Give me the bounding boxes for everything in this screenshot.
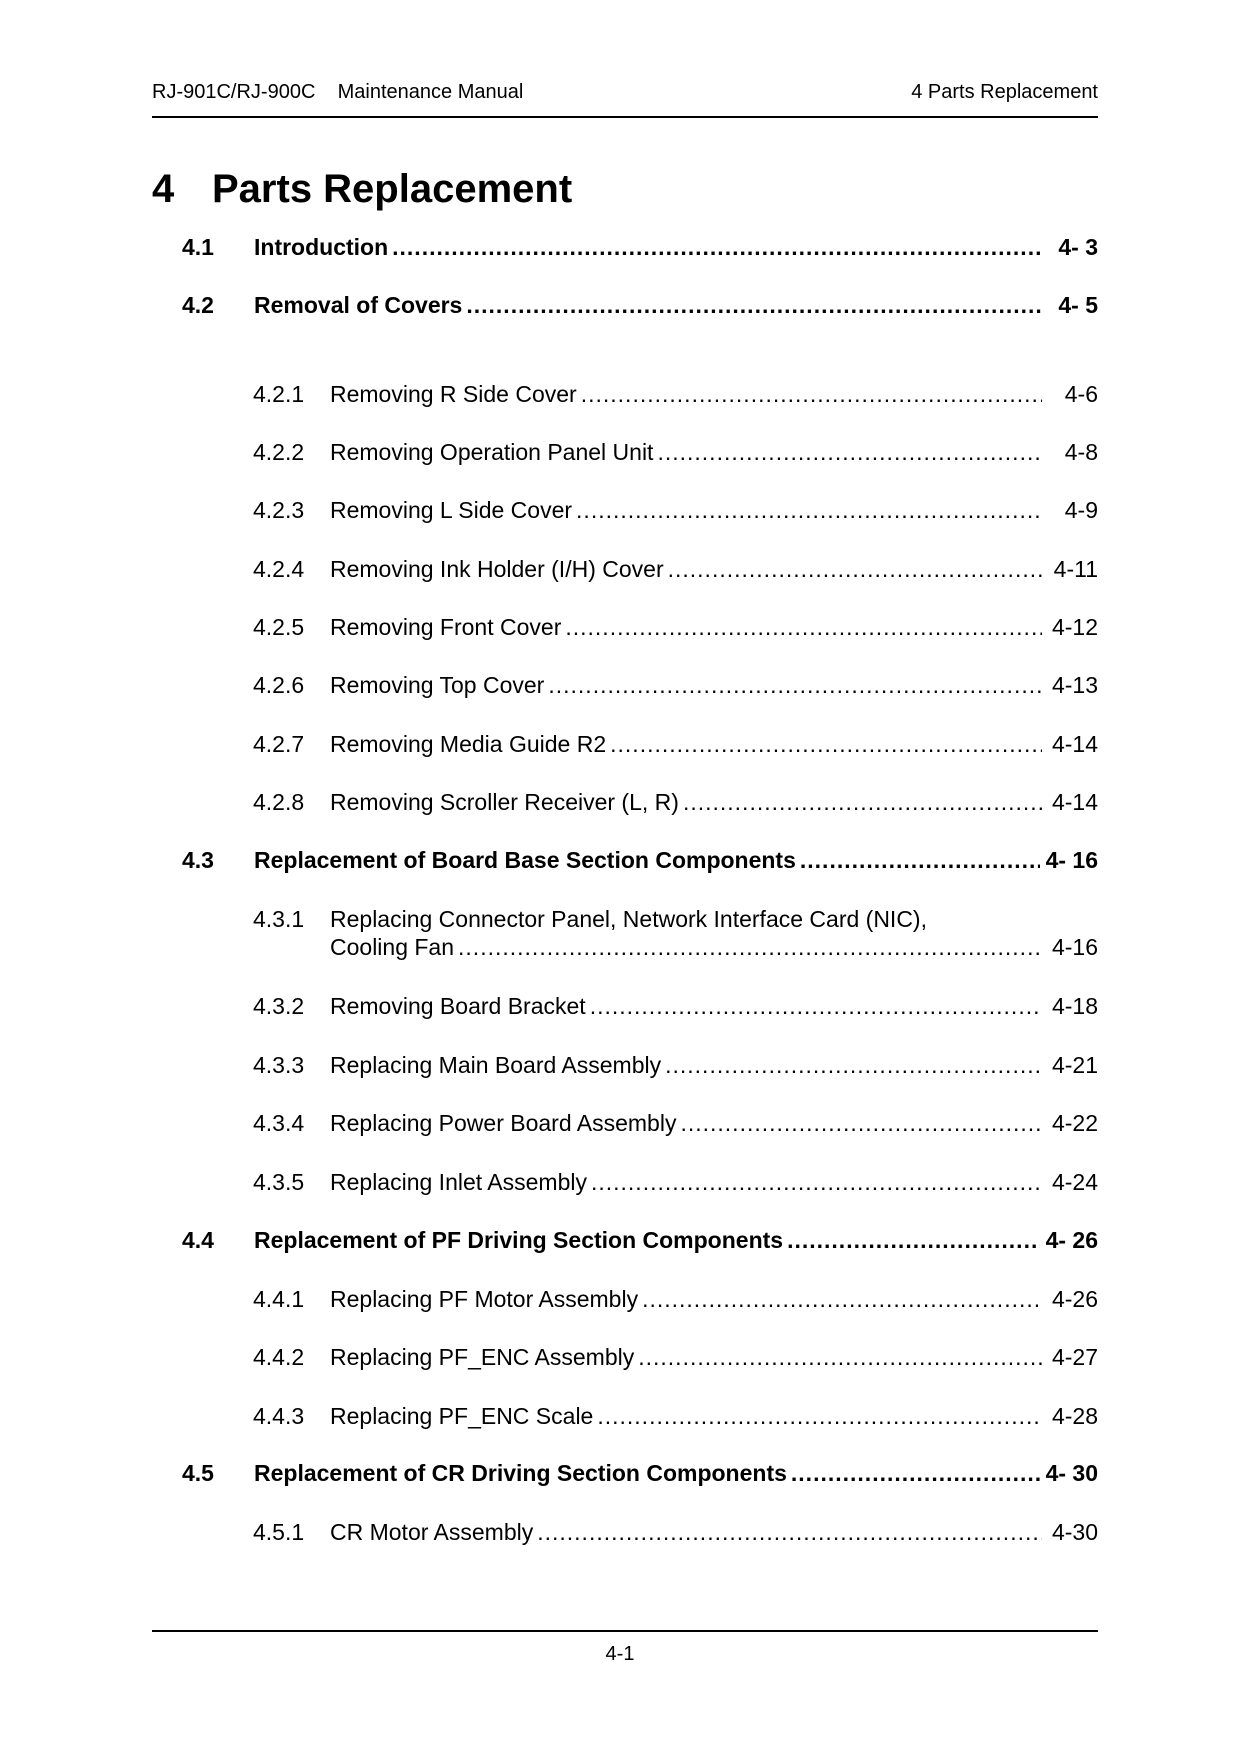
toc-leader-dots [683, 788, 1042, 816]
toc-entry-page: 4- 30 [1045, 1460, 1098, 1486]
toc-entry-number: 4.3 [182, 847, 214, 873]
toc-entry-number: 4.2.3 [253, 497, 305, 523]
header-chapter-title: 4 Parts Replacement [911, 81, 1098, 103]
toc-entry[interactable] [253, 671, 1098, 699]
toc-entry-number: 4.4.2 [253, 1344, 305, 1370]
toc-entry[interactable] [253, 730, 1098, 758]
toc-entry-label: Removing Scroller Receiver (L, R) [330, 789, 679, 815]
toc-leader-dots [597, 1402, 1042, 1430]
toc-entry-number: 4.3.2 [253, 993, 305, 1019]
toc-entry[interactable] [253, 1518, 1098, 1546]
toc-entry-number: 4.4.1 [253, 1286, 305, 1312]
toc-entry[interactable] [253, 992, 1098, 1020]
toc-entry-label: Cooling Fan [330, 934, 455, 960]
toc-entry[interactable] [253, 1051, 1098, 1079]
header-rule [152, 116, 1098, 118]
toc-entry-label: Replacing PF_ENC Scale [330, 1403, 594, 1429]
toc-entry-page: 4-28 [1051, 1403, 1098, 1429]
toc-entry-number: 4.4.3 [253, 1403, 305, 1429]
toc-entry[interactable] [253, 1343, 1098, 1371]
toc-leader-dots [665, 1051, 1042, 1079]
toc-leader-dots [590, 992, 1042, 1020]
toc-entry-page: 4- 16 [1045, 847, 1098, 873]
toc-entry-page: 4-16 [1051, 934, 1098, 960]
toc-entry-page: 4-21 [1051, 1052, 1098, 1078]
toc-entry-number: 4.2.1 [253, 381, 305, 407]
toc-leader-dots [642, 1285, 1042, 1313]
toc-entry-page: 4-22 [1051, 1110, 1098, 1136]
toc-entry-label-line1: Replacing Connector Panel, Network Interface Card (NIC), [330, 906, 927, 932]
toc-entry-label: Replacing PF Motor Assembly [330, 1286, 639, 1312]
toc-entry[interactable] [253, 1168, 1098, 1196]
toc-entry-page: 4-6 [1064, 381, 1098, 407]
toc-entry-label: Introduction [254, 234, 389, 260]
toc-leader-dots [680, 1109, 1042, 1137]
toc-entry-page: 4-30 [1051, 1519, 1098, 1545]
toc-leader-dots [548, 671, 1042, 699]
toc-entry-number: 4.4 [182, 1227, 214, 1253]
toc-entry-page: 4-8 [1064, 439, 1098, 465]
toc-leader-dots [458, 933, 1042, 961]
toc-entry-label: Removing Operation Panel Unit [330, 439, 654, 465]
toc-leader-dots [610, 730, 1042, 758]
toc-entry-page: 4-26 [1051, 1286, 1098, 1312]
toc-leader-dots [791, 1459, 1040, 1487]
chapter-number: 4 [152, 167, 175, 211]
toc-leader-dots [657, 438, 1042, 466]
toc-leader-dots [668, 555, 1042, 583]
toc-entry[interactable] [253, 438, 1098, 466]
toc-entry-page: 4-14 [1051, 789, 1098, 815]
toc-entry-label: Replacing Power Board Assembly [330, 1110, 677, 1136]
toc-entry[interactable] [253, 613, 1098, 641]
toc-entry-label: Removing Front Cover [330, 614, 562, 640]
toc-entry-label: Replacement of Board Base Section Components [254, 847, 796, 873]
toc-entry[interactable] [253, 555, 1098, 583]
toc-leader-dots [800, 846, 1040, 874]
footer-rule [152, 1630, 1098, 1632]
toc-entry-page: 4-27 [1051, 1344, 1098, 1370]
toc-entry-page: 4- 5 [1058, 292, 1098, 318]
toc-leader-dots [565, 613, 1042, 641]
toc-leader-dots [576, 496, 1042, 524]
toc-entry-label: Removing R Side Cover [330, 381, 577, 407]
toc-entry[interactable] [253, 1285, 1098, 1313]
toc-entry[interactable] [253, 496, 1098, 524]
toc-entry-label: Removing Ink Holder (I/H) Cover [330, 556, 664, 582]
toc-entry-number: 4.2.5 [253, 614, 305, 640]
header-manual-title: RJ-901C/RJ-900C Maintenance Manual [152, 81, 524, 103]
toc-entry[interactable] [253, 1402, 1098, 1430]
toc-entry-page: 4-14 [1051, 731, 1098, 757]
toc-entry-label: Replacement of PF Driving Section Components [254, 1227, 784, 1253]
toc-leader-dots [581, 380, 1042, 408]
toc-entry-number: 4.3.5 [253, 1169, 305, 1195]
toc-entry[interactable] [253, 788, 1098, 816]
toc-entry[interactable] [182, 291, 1098, 319]
toc-entry-page: 4-13 [1051, 672, 1098, 698]
toc-entry[interactable] [182, 1226, 1098, 1254]
page-number: 4-1 [605, 1643, 635, 1665]
toc-leader-dots [638, 1343, 1042, 1371]
toc-leader-dots [466, 291, 1042, 319]
toc-entry-number: 4.2.8 [253, 789, 305, 815]
toc-entry-label: Removing Board Bracket [330, 993, 586, 1019]
toc-entry-label: Removing Top Cover [330, 672, 545, 698]
toc-entry-page: 4-9 [1064, 497, 1098, 523]
toc-entry-label: Replacing Main Board Assembly [330, 1052, 662, 1078]
toc-entry[interactable] [182, 233, 1098, 261]
toc-entry-label: CR Motor Assembly [330, 1519, 534, 1545]
toc-entry-page: 4-24 [1051, 1169, 1098, 1195]
toc-entry-number: 4.2 [182, 292, 214, 318]
toc-entry-number: 4.5.1 [253, 1519, 305, 1545]
toc-entry-page: 4- 3 [1058, 234, 1098, 260]
toc-entry-number: 4.2.4 [253, 556, 305, 582]
toc-entry-number: 4.3.4 [253, 1110, 305, 1136]
toc-entry-number: 4.1 [182, 234, 214, 260]
toc-entry[interactable] [253, 1109, 1098, 1137]
toc-entry-page: 4-11 [1053, 556, 1098, 582]
toc-entry-number: 4.2.7 [253, 731, 305, 757]
toc-entry[interactable] [253, 380, 1098, 408]
chapter-title-text: Parts Replacement [212, 167, 573, 211]
toc-leader-dots [787, 1226, 1039, 1254]
toc-entry-label: Removing L Side Cover [330, 497, 573, 523]
toc-entry-label: Replacement of CR Driving Section Components [254, 1460, 787, 1486]
toc-entry[interactable] [182, 1459, 1098, 1487]
toc-entry-number: 4.2.2 [253, 439, 305, 465]
toc-leader-dots [537, 1518, 1042, 1546]
toc-leader-dots [392, 233, 1042, 261]
toc-entry-page: 4- 26 [1045, 1227, 1098, 1253]
toc-entry-page: 4-18 [1051, 993, 1098, 1019]
toc-entry-page: 4-12 [1051, 614, 1098, 640]
chapter-title [152, 165, 572, 213]
toc-entry-number: 4.2.6 [253, 672, 305, 698]
toc-entry-label: Replacing Inlet Assembly [330, 1169, 587, 1195]
toc-leader-dots [591, 1168, 1042, 1196]
toc-entry-number: 4.3.3 [253, 1052, 305, 1078]
toc-entry-number: 4.3.1 [253, 906, 305, 932]
toc-entry[interactable] [253, 905, 1098, 961]
toc-entry-label: Removal of Covers [254, 292, 463, 318]
toc-entry-label: Removing Media Guide R2 [330, 731, 607, 757]
toc-entry[interactable] [182, 846, 1098, 874]
toc-entry-number: 4.5 [182, 1460, 214, 1486]
toc-entry-label: Replacing PF_ENC Assembly [330, 1344, 635, 1370]
